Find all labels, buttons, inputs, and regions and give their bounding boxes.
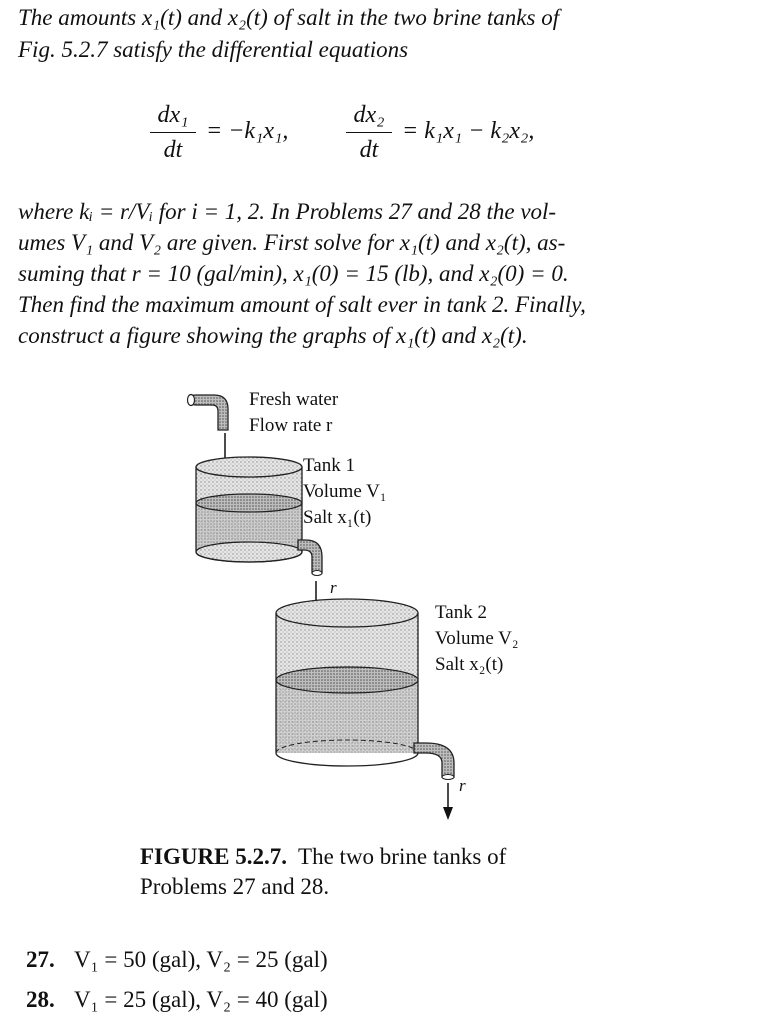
eq2-denominator: dt (359, 137, 379, 163)
instruction-line-2: umes V₁ and V₂ are given. First solve for x₁(t) and x₂(t), as- (18, 230, 566, 255)
problem-number: 27. (26, 947, 55, 972)
transfer-rate-label: r (330, 578, 337, 597)
tank-1 (196, 457, 302, 562)
eq2-fraction-bar (346, 132, 392, 133)
figure-number: FIGURE 5.2.7. (140, 844, 287, 869)
tank-2 (276, 599, 418, 766)
problem-number: 28. (26, 987, 55, 1012)
figure-caption (140, 842, 620, 902)
tank-1-volume: Volume V₁ (303, 481, 387, 502)
problem-list (26, 940, 328, 1020)
eq2-derivative (346, 100, 392, 165)
caption-line-2: Problems 27 and 28. (140, 874, 330, 899)
intro-line-1: The amounts x₁(t) and x₂(t) of salt in the two brine tanks of (18, 5, 560, 30)
outflow-arrow (443, 783, 453, 820)
tank-2-name: Tank 2 (435, 602, 487, 623)
problem-intro (18, 2, 738, 66)
eq1-denominator: dt (163, 137, 183, 163)
tank-1-salt: Salt x₁(t) (303, 507, 372, 528)
intro-line-2: Fig. 5.2.7 satisfy the differential equations (18, 37, 409, 62)
tank-1-name: Tank 1 (303, 455, 355, 476)
instruction-line-3: suming that r = 10 (gal/min), x₁(0) = 15 (lb), and x₂(0) = 0. (18, 261, 569, 286)
tank-2-volume: Volume V₂ (435, 628, 519, 649)
tank-1-outlet-pipe (298, 540, 322, 576)
eq2-rhs: = k₁x₁ − k₂x₂, (402, 118, 535, 144)
eq1-derivative (150, 100, 196, 165)
inlet-pipe (188, 395, 229, 431)
tank-2-salt: Salt x₂(t) (435, 654, 504, 675)
list-item (26, 940, 328, 980)
problem-text: V₁ = 25 (gal), V₂ = 40 (gal) (74, 987, 328, 1012)
fresh-water-label: Fresh water (249, 389, 339, 410)
instruction-line-1: where kᵢ = r/Vᵢ for i = 1, 2. In Problems 27 and 28 the vol- (18, 199, 557, 224)
eq1-numerator: dx₁ (157, 102, 189, 128)
eq1-fraction-bar (150, 132, 196, 133)
instruction-line-5: construct a figure showing the graphs of x₁(t) and x₂(t). (18, 323, 528, 348)
instruction-line-4: Then find the maximum amount of salt ever in tank 2. Finally, (18, 292, 586, 317)
flow-rate-label: Flow rate r (249, 415, 333, 436)
outflow-rate-label: r (459, 776, 466, 795)
caption-text: The two brine tanks of (298, 844, 507, 869)
eq2-numerator: dx₂ (353, 102, 385, 128)
eq1-rhs: = −k₁x₁, (206, 118, 289, 144)
problem-instructions (18, 196, 738, 351)
tank-2-outlet-pipe (414, 743, 454, 780)
list-item (26, 980, 328, 1020)
problem-text: V₁ = 50 (gal), V₂ = 25 (gal) (74, 947, 328, 972)
